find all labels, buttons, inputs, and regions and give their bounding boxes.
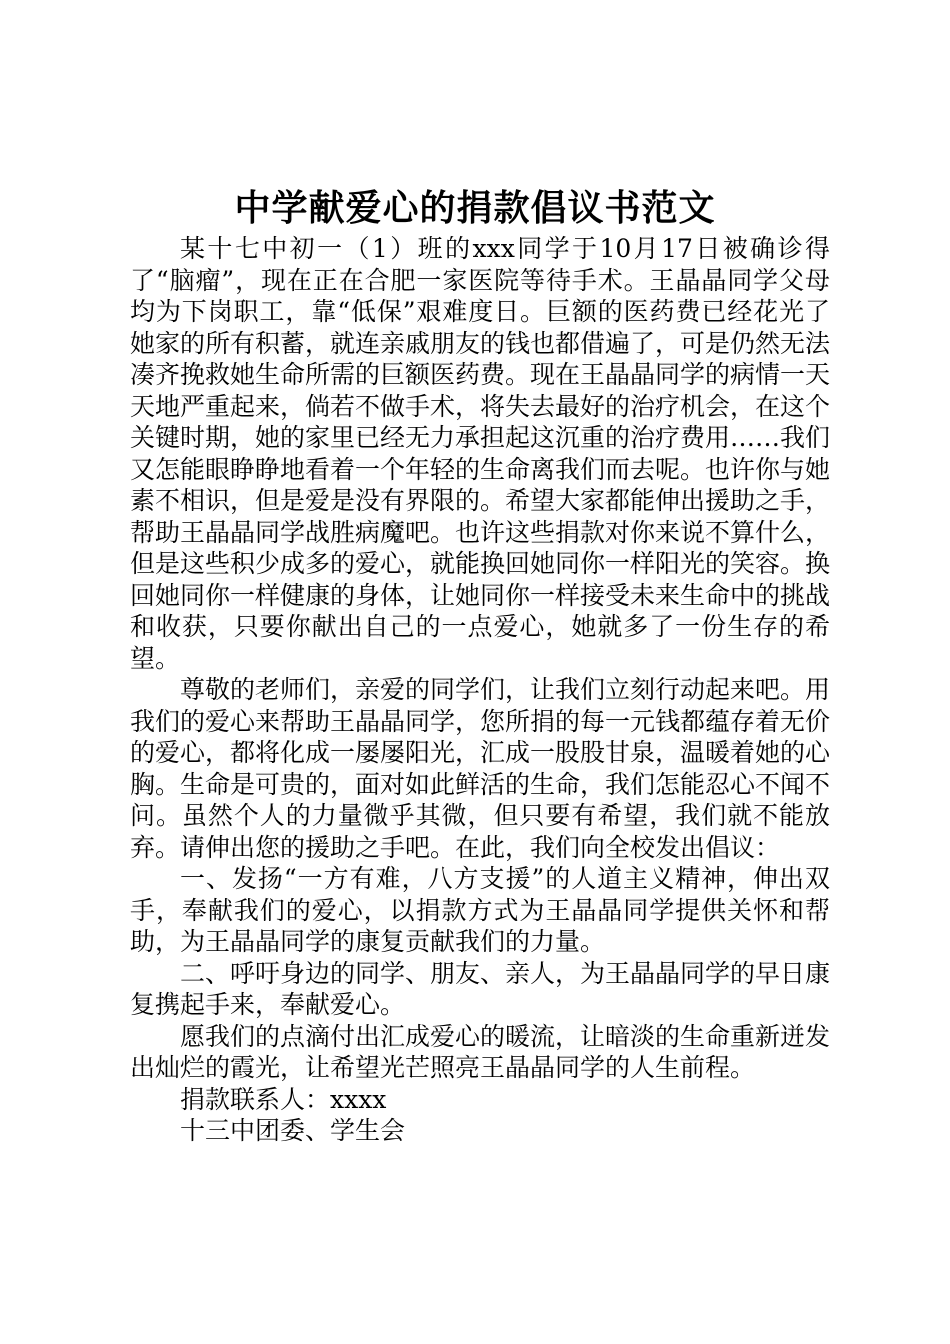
paragraph-proposal-two: 二、呼吁身边的同学、朋友、亲人，为王晶晶同学的早日康复携起手来，奉献爱心。 [130, 958, 831, 1019]
paragraph-closing: 愿我们的点滴付出汇成爱心的暖流，让暗淡的生命重新迸发出灿烂的霞光，让希望光芒照亮王晶晶同学的人生前程。 [130, 1021, 831, 1082]
contact-line: 捐款联系人：xxxx [180, 1084, 387, 1114]
paragraph-situation: 某十七中初一（1）班的xxx同学于10月17日被确诊得了“脑瘤”，现在正在合肥一家医院等待手术。王晶晶同学父母均为下岗职工，靠“低保”艰难度日。巨额的医药费已经花光了她家的所有积蓄，就连亲戚朋友的钱也都借遍了，可是仍然无法凑齐挽救她生命所需的巨额医药费。现在王晶晶同学的病情一天天地严重起来，倘若不做手术，将失去最好的治疗机会，在这个关键时期，她的家里已经无力承担起这沉重的治疗费用……我们又怎能眼睁睁地看着一个年轻的生命离我们而去呢。也许你与她素不相识，但是爱是没有界限的。希望大家都能伸出援助之手，帮助王晶晶同学战胜病魔吧。也许这些捐款对你来说不算什么，但是这些积少成多的爱心，就能换回她同你一样阳光的笑容。换回她同你一样健康的身体，让她同你一样接受未来生命中的挑战和收获，只要你献出自己的一点爱心，她就多了一份生存的希望。 [130, 234, 831, 673]
document-body [130, 233, 830, 1147]
paragraph-appeal: 尊敬的老师们，亲爱的同学们，让我们立刻行动起来吧。用我们的爱心来帮助王晶晶同学，您所捐的每一元钱都蕴存着无价的爱心，都将化成一屡屡阳光，汇成一股股甘泉，温暖着她的心胸。生命是可贵的，面对如此鲜活的生命，我们怎能忍心不闻不问。虽然个人的力量微乎其微，但只要有希望，我们就不能放弃。请伸出您的援助之手吧。在此，我们向全校发出倡议： [130, 675, 831, 862]
signature-line: 十三中团委、学生会 [180, 1116, 406, 1145]
paragraph-proposal-one: 一、发扬“一方有难，八方支援”的人道主义精神，伸出双手，奉献我们的爱心，以捐款方式为王晶晶同学提供关怀和帮助，为王晶晶同学的康复贡献我们的力量。 [130, 864, 830, 956]
document-title: 中学献爱心的捐款倡议书范文 [234, 187, 716, 229]
